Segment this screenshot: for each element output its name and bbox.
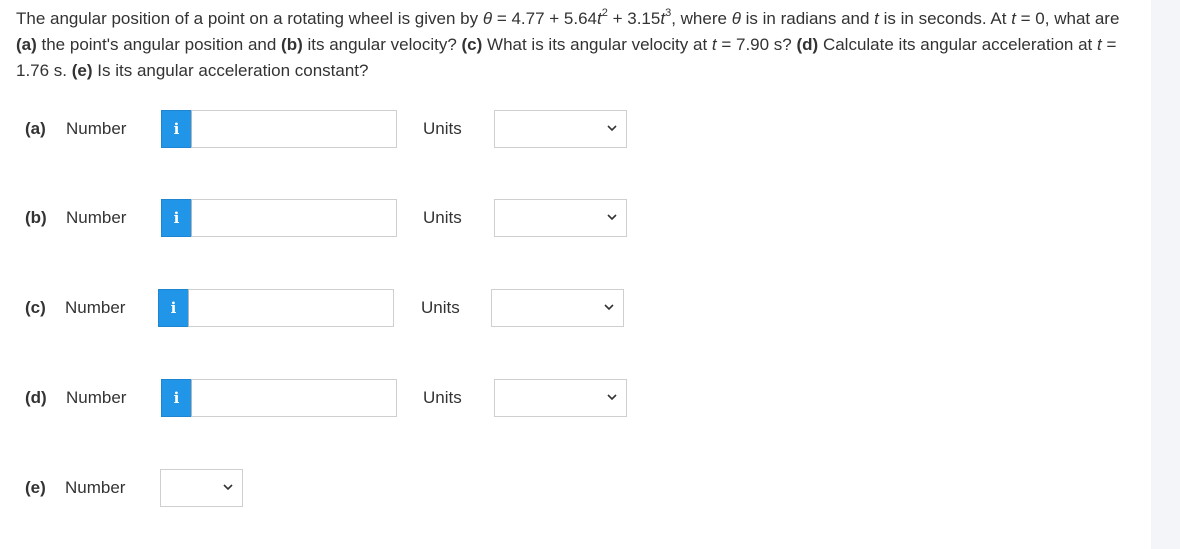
info-icon[interactable]: i: [161, 379, 192, 417]
part-label: (a): [25, 119, 46, 138]
units-label: Units: [423, 208, 462, 227]
info-icon[interactable]: i: [161, 110, 192, 148]
number-label: Number: [66, 388, 127, 407]
number-input-d[interactable]: [191, 379, 397, 417]
number-label: Number: [66, 208, 127, 227]
units-select-a[interactable]: [494, 110, 627, 148]
units-select-b[interactable]: [494, 199, 627, 237]
chevron-down-icon: [603, 301, 615, 313]
right-sidebar-strip: [1151, 0, 1180, 549]
number-input-c[interactable]: [188, 289, 394, 327]
question-text: The angular position of a point on a rotating wheel is given by $\theta = 4.77 + 5.64t^2 + 3.15t^3$, where θ is in radians and t is in seconds. At t = 0, what are (a) the point's angular position and (b) its angular velocity? (c) What is its angular velocity at t = 7.90 s? (d) Calculate its angular acceleration at t = 1.76 s. (e) Is its angular acceleration constant?: [16, 7, 1120, 80]
number-input-a[interactable]: [191, 110, 397, 148]
units-select-d[interactable]: [494, 379, 627, 417]
chevron-down-icon: [606, 122, 618, 134]
info-icon[interactable]: i: [161, 199, 192, 237]
chevron-down-icon: [606, 211, 618, 223]
info-icon[interactable]: i: [158, 289, 189, 327]
part-label: (b): [25, 208, 47, 227]
number-label: Number: [66, 119, 127, 138]
units-label: Units: [423, 119, 462, 138]
number-label: Number: [65, 478, 126, 497]
chevron-down-icon: [606, 391, 618, 403]
part-label: (d): [25, 388, 47, 407]
part-label: (e): [25, 478, 46, 497]
units-label: Units: [423, 388, 462, 407]
part-label: (c): [25, 298, 46, 317]
units-label: Units: [421, 298, 460, 317]
number-input-b[interactable]: [191, 199, 397, 237]
number-label: Number: [65, 298, 126, 317]
answer-select-e[interactable]: [160, 469, 243, 507]
units-select-c[interactable]: [491, 289, 624, 327]
chevron-down-icon: [222, 481, 234, 493]
